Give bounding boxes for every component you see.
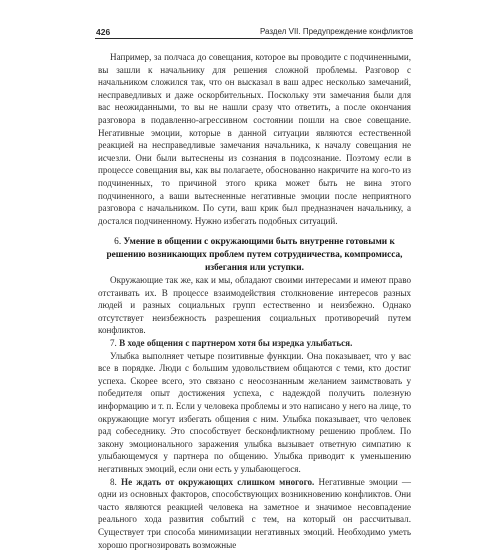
paragraph-item-8 <box>98 476 411 551</box>
paragraph-smile: Улыбка выполняет четыре позитивные функции. Она показывает, что у вас все в порядке. Люди с большим удовольствием общаются с теми, кто достиг успеха. Скорее всего, это связано с неосознанным желанием заимствовать у победителя опыт достижения успеха, с надеждой получить полезную информацию и т. п. Если у человека проблемы и это написано у него на лице, то окружающие могут избегать общения с ним. Улыбка показывает, что человек рад собеседнику. Это способствует бесконфликтному решению проблем. По закону эмоционального заражения улыбка вызывает ответную симпатию к улыбающемуся у партнера по общению. Улыбка приводит к уменьшению негативных эмоций, если они есть у улыбающегося. <box>98 350 411 474</box>
running-header <box>95 22 413 39</box>
body-text <box>98 51 411 551</box>
heading-item-7 <box>98 337 411 350</box>
paragraph-interests: Окружающие так же, как и мы, обладают своими интересами и имеют право отстаивать их. В процессе взаимодействия столкновение интересов разных людей и разных социальных групп естественно и неизбежно. Однако отсутствует неизбежность разрешения социальных противоречий путем конфликтов. <box>98 275 411 336</box>
heading-item-6 <box>98 236 411 274</box>
heading-number: 8. <box>110 476 117 487</box>
heading-text: Не ждать от окружающих слишком многого. <box>121 476 315 487</box>
paragraph-emotions: Негативные эмоции — одни из основных факторов, способствующих возникновению конфликтов. Они часто являются реакцией человека на заметное и значимое несовпадение реального хода развития событий с тем, на который он рассчитывал. Существует три способа минимизации негативных эмоций. Необходимо уметь хорошо прогнозировать возможные <box>98 476 411 550</box>
paragraph-example: Например, за полчаса до совещания, которое вы проводите с подчиненными, вы зашли к начальнику для решения сложной проблемы. Разговор с начальником сложился так, что он высказал в ваш адрес несколько замечаний, несправедливых и даже оскорбительных. Поскольку эти замечания были для вас неожиданными, то вы не нашли сразу что ответить, а после окончания разговора в подавленно-агрессивном состоянии пошли на свое совещание. Негативные эмоции, которые в данной ситуации являются естественной реакцией на несправедливые замечания начальника, к началу совещания не исчезли. Они были вытеснены из сознания в подсознание. Поэтому если в процессе совещания вы, как вы полагаете, обоснованно накричите на кого-то из подчиненных, то причиной этого крика может быть не вина этого подчиненного, а ваши вытесненные негативные эмоции после неприятного разговора с начальником. По сути, ваш крик был предназначен начальнику, а достался подчиненному. Нужно избегать подобных ситуаций. <box>98 52 411 226</box>
heading-number: 6. <box>114 237 122 248</box>
page-number: 426 <box>96 27 111 37</box>
heading-text: Умение в общении с окружающими быть внутренне готовыми к решению возникающих проблем путем сотрудничества, компромисса, избегания или уступки. <box>106 237 403 273</box>
heading-text: В ходе общения с партнером хотя бы изредка улыбаться. <box>119 338 353 349</box>
section-title: Раздел VII. Предупреждение конфликтов <box>259 27 413 36</box>
heading-number: 7. <box>110 338 117 349</box>
